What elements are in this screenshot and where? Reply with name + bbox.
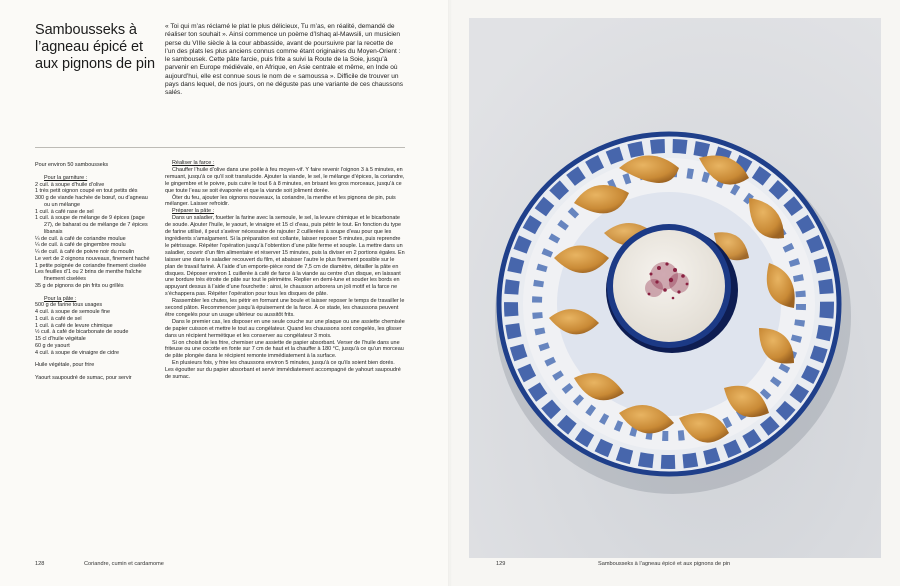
right-running-title: Sambousseks à l’agneau épicé et aux pignons de pin [598,561,731,567]
intro-text [165,23,405,98]
method-paragraph: En plusieurs fois, y frire les chaussons environ 5 minutes, jusqu’à ce qu’ils soient bien dorés. Les égoutter sur du papier absorbant et servir immédiatement accompagné de yahourt saupoudré de sumac. [165,360,401,381]
method-paragraph: Rassembler les chutes, les pétrir en formant une boule et laisser reposer le temps de travailler le second pâton. Recommencer jusqu’à épuisement de la farce. À ce stade, les chaussons peuvent être congelés pour un usage ultérieur ou aussitôt frits. [165,298,405,318]
pate-steps [165,215,405,381]
pate-heading: Pour la pâte : [44,295,77,302]
ingredient-item: 2 cuil. à soupe d’huile d’olive [35,181,105,188]
garniture-heading: Pour la garniture : [44,174,88,181]
pate-list [35,302,155,356]
ingredient-item: ¼ de cuil. à café de gingembre moulu [35,242,126,249]
ingredient-item: 4 cuil. à soupe de semoule fine [35,309,110,315]
method-paragraph: Ôter du feu, ajouter les oignons nouveaux, la coriandre, la menthe et les pignons de pin, puis mélanger. Laisser refroidir. [165,194,396,208]
left-chapter-name: Coriandre, cumin et cardamome [84,561,164,567]
ingredient-item: 4 cuil. à soupe de vinaigre de cidre [35,349,120,356]
ingredient-item: ½ cuil. à café de bicarbonate de soude [35,329,129,336]
extra-item: Huile végétale, pour frire [35,362,95,369]
ingredient-item: 1 cuil. à soupe de mélange de 9 épices (page 27), de baharat ou de mélange de 7 épices libanais [35,215,148,235]
method-column [165,160,405,381]
plate-illustration [469,18,881,558]
farce-heading: Réaliser la farce : [172,160,215,166]
method-paragraph: Si on choisit de les frire, chemiser une assiette de papier absorbant. Verser de l’huile dans une friteuse ou une cocotte en fonte sur 7 cm de haut et la chauffer à 180 °C, jusqu’à ce qu’un morceau de pâte plongée dans le récipient remonte immédiatement à la surface. [165,339,404,360]
ingredient-item: 1 cuil. à café de levure chimique [35,322,113,329]
book-gutter [448,0,452,586]
garniture-list [35,182,155,290]
servings: Pour environ 50 sambousseks [35,162,109,168]
method-paragraph: Dans un saladier, fouetter la farine avec la semoule, le sel, la levure chimique et le bicarbonate de soude. Ajouter l’huile, le yaourt, le vinaigre et 15 cl d’eau, puis pétrir le tout. En fonction du type de farine utilisé, il peut s’avérer nécessaire de rajouter 2 cuillerées à soupe d’eau pour que les ingrédients s’amalgament. Si la préparation est collante, laisser reposer 5 minutes, puis reprendre le pétrissage. Répéter l’opération jusqu’à l’obtention d’une pâte ferme et souple. La mettre dans un saladier, couvrir d’un film alimentaire et réserver 15 minutes, puis la diviser en 2 portions égales. En laisser une dans le saladier recouvert du film, et abaisser l’autre le plus finement possible sur le plan de travail fariné. À l’aide d’un emporte-pièce rond de 7,5 cm de diamètre, détailler la pâte en disques. Déposer environ 1 cuillerée à café de farce à la viande au centre d’un disque, en laissant une bordure très étroite de pâte sur tout le périmètre. Replier en demi-lune et souder les bords en appuyant dessus à l’aide d’une fourchette : ainsi, le chausson arborera un joli motif et la farce ne s’échappera pas. Répéter l’opération pour tous les disques de pâte. [165,215,405,298]
extra-item: Yaourt saupoudré de sumac, pour servir [35,375,132,381]
ingredients-column [35,162,155,382]
ingredient-item: ¼ de cuil. à café de coriandre moulue [35,235,126,242]
recipe-photo [469,18,881,558]
extras-list [35,362,155,382]
method-paragraph: Dans le premier cas, les disposer en une seule couche sur une plaque ou une assiette chemisée de papier cuisson et mettre le tout au congélateur. Quand les chaussons sont congelés, les glisser dans un récipient hermétique et les conserver au congélateur 3 mois. [165,318,405,339]
ingredient-item: 60 g de yaourt [35,342,70,349]
ingredient-item: ¼ de cuil. à café de poivre noir du moulin [35,249,135,255]
ingredient-item: Le vert de 2 oignons nouveaux, finement haché [35,255,150,262]
farce-steps [165,167,405,208]
ingredient-item: 15 cl d’huile végétale [35,336,86,342]
recipe-title: Sambousseks à l’agneau épicé et aux pignons de pin [35,22,155,72]
ingredient-item: 1 très petit oignon coupé en tout petits dés [35,188,138,195]
ingredient-item: 35 g de pignons de pin frits ou grillés [35,282,124,289]
left-page-number: 128 [35,561,45,567]
method-paragraph: Chauffer l’huile d’olive dans une poêle à feu moyen-vif. Y faire revenir l’oignon 3 à 5 minutes, en remuant, jusqu’à ce qu’il soit translucide. Ajouter la viande, le sel, le mélange d’épices, la coriandre, le gingembre et le poivre, puis cuire le tout 6 à 8 minutes, en brisant les gros morceaux, jusqu’à ce que toute l’eau se soit évaporée et que la viande soit joliment dorée. [165,166,405,194]
ingredient-item: Les feuilles d’1 ou 2 brins de menthe fraîche finement ciselées [35,269,142,282]
right-page-number: 129 [496,561,506,567]
ingredient-item: 300 g de viande hachée de bœuf, ou d’agneau ou un mélange [35,195,148,208]
ingredient-item: 1 cuil. à café rase de sel [35,208,94,215]
pate-method-heading: Préparer la pâte : [172,208,215,215]
section-divider [35,147,405,148]
ingredient-item: 500 g de farine tous usages [35,302,103,309]
intro-paragraph: « Toi qui m’as réclamé le plat le plus délicieux, Tu m’as, en réalité, demandé de réaliser ton souhait ». Ainsi commence un poème d’Ishaq al-Mawsili, un musicien perse du VIIIe siècle à la cour abbasside, avant de poursuivre par la recette de l’un des plats les plus anciens connus comme étant originaires du Moyen-Orient : le sambousek. Cette pâte farcie, puis frite a suivi la Route de la Soie, jusqu’à parvenir en Europe médiévale, en Afrique, en Asie centrale et même, en Inde où aujourd’hui, elle est connue sous le nom de « samoussa ». Difficile de trouver un pays dans lequel, de nos jours, on ne déguste pas une variante de ces chaussons salés. [165,23,404,97]
ingredient-item: 1 petite poignée de coriandre finement ciselée [35,262,147,269]
ingredient-item: 1 cuil. à café de sel [35,315,82,322]
